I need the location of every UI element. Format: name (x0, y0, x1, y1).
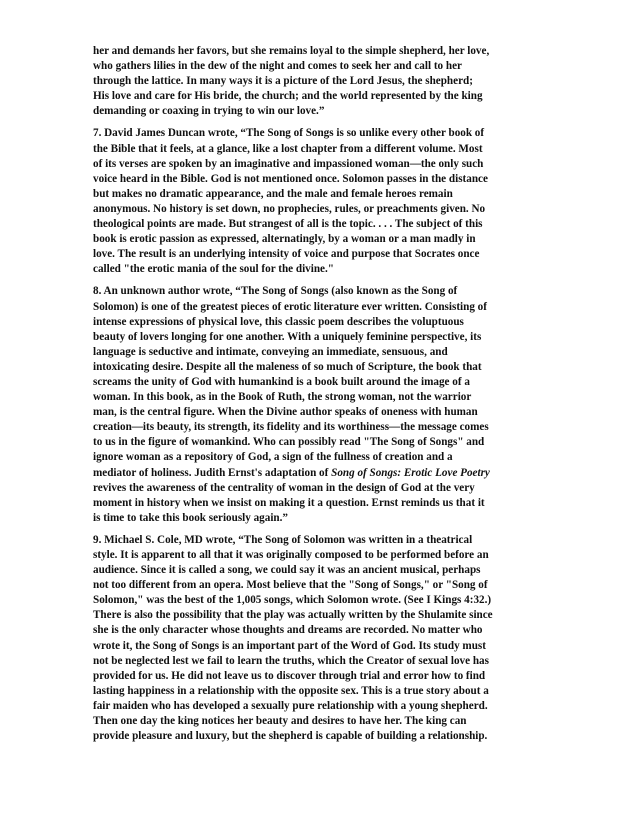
text-line: 9. Michael S. Cole, MD wrote, “The Song of Solomon was written in a theatrical (93, 533, 473, 546)
text-line: creation—its beauty, its strength, its fidelity and its worthiness—the message comes (93, 421, 489, 434)
text-line: fair maiden who has developed a sexually pure relationship with a young shepherd. (93, 699, 488, 712)
text-line: woman. In this book, as in the Book of Ruth, the strong woman, not the warrior (93, 391, 472, 404)
text-line: 7. David James Duncan wrote, “The Song of Songs is so unlike every other book of (93, 127, 485, 140)
text-line: anonymous. No history is set down, no prophecies, rules, or preachments given. No (93, 202, 486, 215)
text-line: Solomon) is one of the greatest pieces of erotic literature ever written. Consisting of (93, 300, 487, 313)
text-line: language is seductive and intimate, conveying an immediate, sensuous, and (93, 345, 448, 358)
text-line: demanding or coaxing in trying to win our love.” (93, 105, 325, 118)
paragraph-item-8 (93, 284, 545, 526)
text-line: provide pleasure and luxury, but the shepherd is capable of building a relationship. (93, 730, 488, 743)
text-line: love. The result is an underlying intensity of voice and purpose that Socrates once (93, 248, 480, 261)
text-line: of its verses are spoken by an imaginative and impassioned woman—the only such (93, 157, 484, 170)
text-line: audience. Since it is called a song, we could say it was an ancient musical, perhaps (93, 564, 481, 577)
text-line: the Bible that it feels, at a glance, like a lost chapter from a different volume. Most (93, 142, 483, 155)
text-line: Solomon," was the best of the 1,005 songs, which Solomon wrote. (See I Kings 4:32.) (93, 594, 492, 607)
text-line: ignore woman as a repository of God, a sign of the fullness of creation and a (93, 451, 453, 464)
text-line: lasting happiness in a relationship with the opposite sex. This is a true story about a (93, 684, 489, 697)
book-title: Song of Songs: Erotic Love Poetry (331, 466, 490, 479)
text-line: but makes no dramatic appearance, and the male and female heroes remain (93, 187, 453, 200)
text-line: intoxicating desire. Despite all the maleness of so much of Scripture, the book that (93, 360, 482, 373)
text-line: style. It is apparent to all that it was originally composed to be performed before an (93, 549, 489, 561)
text-line: not too different from an opera. Most believe that the "Song of Songs," or "Song of (93, 579, 488, 592)
text-line: Then one day the king notices her beauty and desires to have her. The king can (93, 715, 467, 728)
text-fragment: mediator of holiness. Judith Ernst's adaptation of (93, 466, 332, 479)
text-line: who gathers lilies in the dew of the night and comes to seek her and call to her (93, 60, 462, 73)
text-line: theological points are made. But strangest of all is the topic. . . . The subject of this (93, 218, 483, 231)
text-line: her and demands her favors, but she remains loyal to the simple shepherd, her love, (93, 45, 490, 57)
text-line: provided for us. He did not leave us to discover through trial and error how to find (93, 669, 486, 682)
text-line: There is also the possibility that the play was actually written by the Shulamite since (93, 609, 493, 622)
text-line: is time to take this book seriously again.” (93, 511, 288, 524)
text-line: 8. An unknown author wrote, “The Song of Songs (also known as the Song of (93, 285, 458, 298)
paragraph-item-7 (93, 126, 545, 277)
text-line: man, is the central figure. When the Divine author speaks of oneness with human (93, 406, 478, 419)
paragraph-item-9 (93, 533, 545, 744)
text-line-with-title (93, 466, 545, 481)
text-line: to us in the figure of womankind. Who can possibly read "The Song of Songs" and (93, 436, 485, 449)
text-line: voice heard in the Bible. God is not mentioned once. Solomon passes in the distance (93, 172, 488, 185)
text-line: intense expressions of physical love, this classic poem describes the voluptuous (93, 315, 464, 328)
text-line: not be neglected lest we fail to learn the truths, which the Creator of sexual love has (93, 654, 489, 667)
text-line: called "the erotic mania of the soul for the divine." (93, 263, 334, 276)
text-line: moment in history when we insist on making it a question. Ernst reminds us that it (93, 496, 485, 509)
text-line: through the lattice. In many ways it is a picture of the Lord Jesus, the shepherd; (93, 75, 473, 88)
text-line: beauty of lovers longing for one another. With a uniquely feminine perspective, its (93, 330, 482, 343)
document-page (93, 44, 545, 751)
text-line: she is the only character whose thoughts and dreams are recorded. No matter who (93, 624, 483, 637)
text-line: His love and care for His bride, the church; and the world represented by the king (93, 90, 483, 103)
paragraph-continuation (93, 44, 545, 119)
text-line: screams the unity of God with humankind is a book built around the image of a (93, 375, 470, 388)
text-line: revives the awareness of the centrality of woman in the design of God at the very (93, 481, 475, 494)
text-line: book is erotic passion as expressed, alternatingly, by a woman or a man madly in (93, 233, 476, 246)
text-line: wrote it, the Song of Songs is an important part of the Word of God. Its study must (93, 639, 486, 652)
